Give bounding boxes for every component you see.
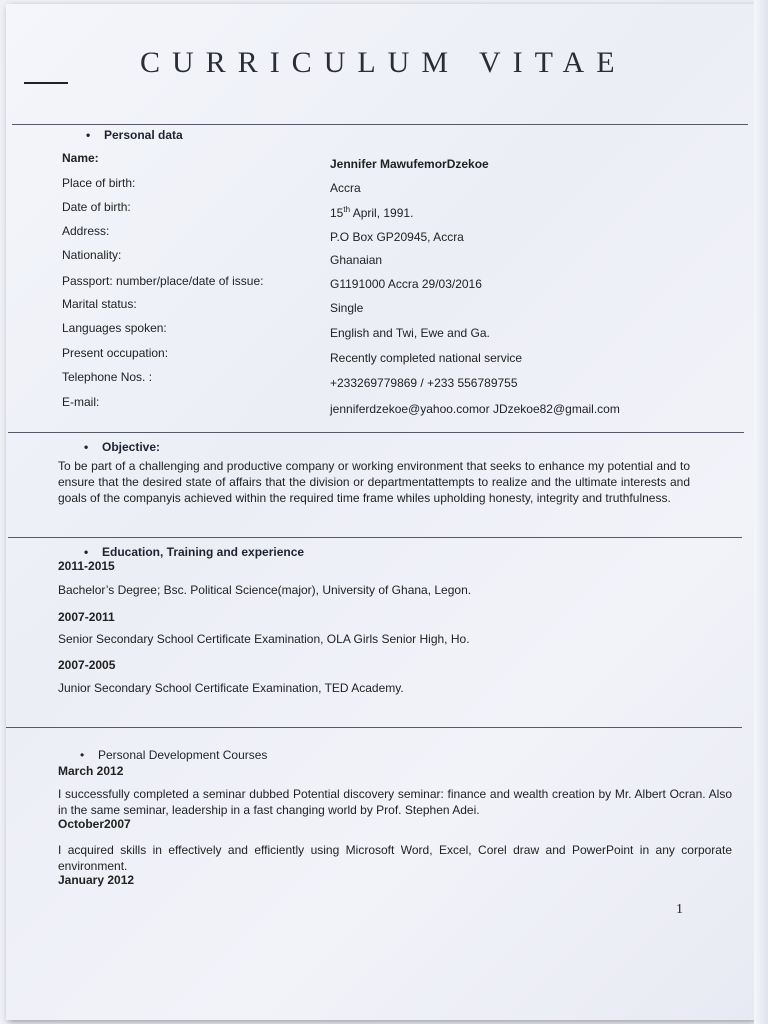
date-of-birth-value [330, 205, 413, 220]
address-label: Address: [62, 224, 110, 238]
course-date-1: March 2012 [58, 764, 124, 778]
email-label: E-mail: [62, 395, 100, 409]
address-value: P.O Box GP20945, Accra [330, 230, 464, 244]
place-of-birth-label: Place of birth: [62, 176, 136, 190]
marital-status-label: Marital status: [62, 297, 137, 311]
dob-day: 15 [330, 206, 344, 220]
course-date-2: October2007 [58, 817, 131, 831]
name-value: Jennifer MawufemorDzekoe [330, 157, 489, 171]
divider-4 [6, 727, 742, 728]
education-years-2: 2007-2011 [58, 610, 115, 624]
place-of-birth-value: Accra [330, 181, 361, 195]
page-edge [754, 0, 768, 1024]
page-number: 1 [676, 902, 683, 917]
name-label: Name: [62, 151, 99, 165]
bullet-icon: • [80, 748, 85, 762]
email-value: jenniferdzekoe@yahoo.comor JDzekoe82@gmail.com [330, 402, 620, 416]
telephone-label: Telephone Nos. : [62, 370, 153, 384]
education-years-3: 2007-2005 [58, 658, 116, 672]
education-entry-3: Junior Secondary School Certificate Examination, TED Academy. [58, 681, 404, 695]
dob-rest: April, 1991. [350, 206, 414, 220]
divider-2 [8, 432, 744, 433]
languages-value: English and Twi, Ewe and Ga. [330, 326, 490, 340]
education-heading [84, 545, 304, 559]
bullet-icon: • [86, 128, 91, 142]
courses-heading-text: Personal Development Courses [98, 748, 268, 762]
telephone-value: +233269779869 / +233 556789755 [330, 376, 518, 390]
dob-suffix: th [343, 205, 351, 214]
date-of-birth-label: Date of birth: [62, 200, 131, 214]
course-text-2: I acquired skills in effectively and efficiently using Microsoft Word, Excel, Corel draw and PowerPoint in any corporate environment. [58, 843, 732, 873]
education-entry-1: Bachelor’s Degree; Bsc. Political Science(major), University of Ghana, Legon. [58, 583, 472, 597]
objective-heading [84, 440, 160, 454]
objective-text: To be part of a challenging and productive company or working environment that seeks to enhance my potential and to ensure that the desired state of affairs that the division or departmentattempts to realize and the ultimate interests and goals of the companyis achieved within the required time frame whiles upholding honesty, integrity and truthfulness. [58, 459, 690, 505]
objective-heading-text: Objective: [102, 440, 161, 454]
occupation-label: Present occupation: [62, 346, 169, 360]
personal-data-heading-text: Personal data [104, 128, 183, 142]
divider-3 [8, 537, 742, 538]
document-title: CURRICULUM VITAE [140, 46, 627, 79]
marital-status-value: Single [330, 301, 364, 315]
passport-label: Passport: number/place/date of issue: [62, 274, 264, 288]
personal-data-heading [86, 128, 183, 142]
courses-heading [80, 748, 267, 762]
nationality-value: Ghanaian [330, 253, 383, 267]
nationality-label: Nationality: [62, 248, 122, 262]
bullet-icon: • [84, 440, 89, 454]
course-date-3: January 2012 [58, 873, 135, 887]
passport-value: G1191000 Accra 29/03/2016 [330, 277, 482, 291]
occupation-value: Recently completed national service [330, 351, 523, 365]
title-dash [24, 82, 68, 84]
education-years-1: 2011-2015 [58, 559, 115, 573]
divider-1 [12, 124, 748, 125]
education-entry-2: Senior Secondary School Certificate Examination, OLA Girls Senior High, Ho. [58, 632, 470, 646]
bullet-icon: • [84, 545, 89, 559]
languages-label: Languages spoken: [62, 321, 167, 335]
course-text-1: I successfully completed a seminar dubbed Potential discovery seminar: finance and wealth creation by Mr. Albert Ocran. Also in the same seminar, leadership in a fast changing world by Prof. Stephen Adei. [58, 787, 732, 817]
education-heading-text: Education, Training and experience [102, 545, 305, 559]
